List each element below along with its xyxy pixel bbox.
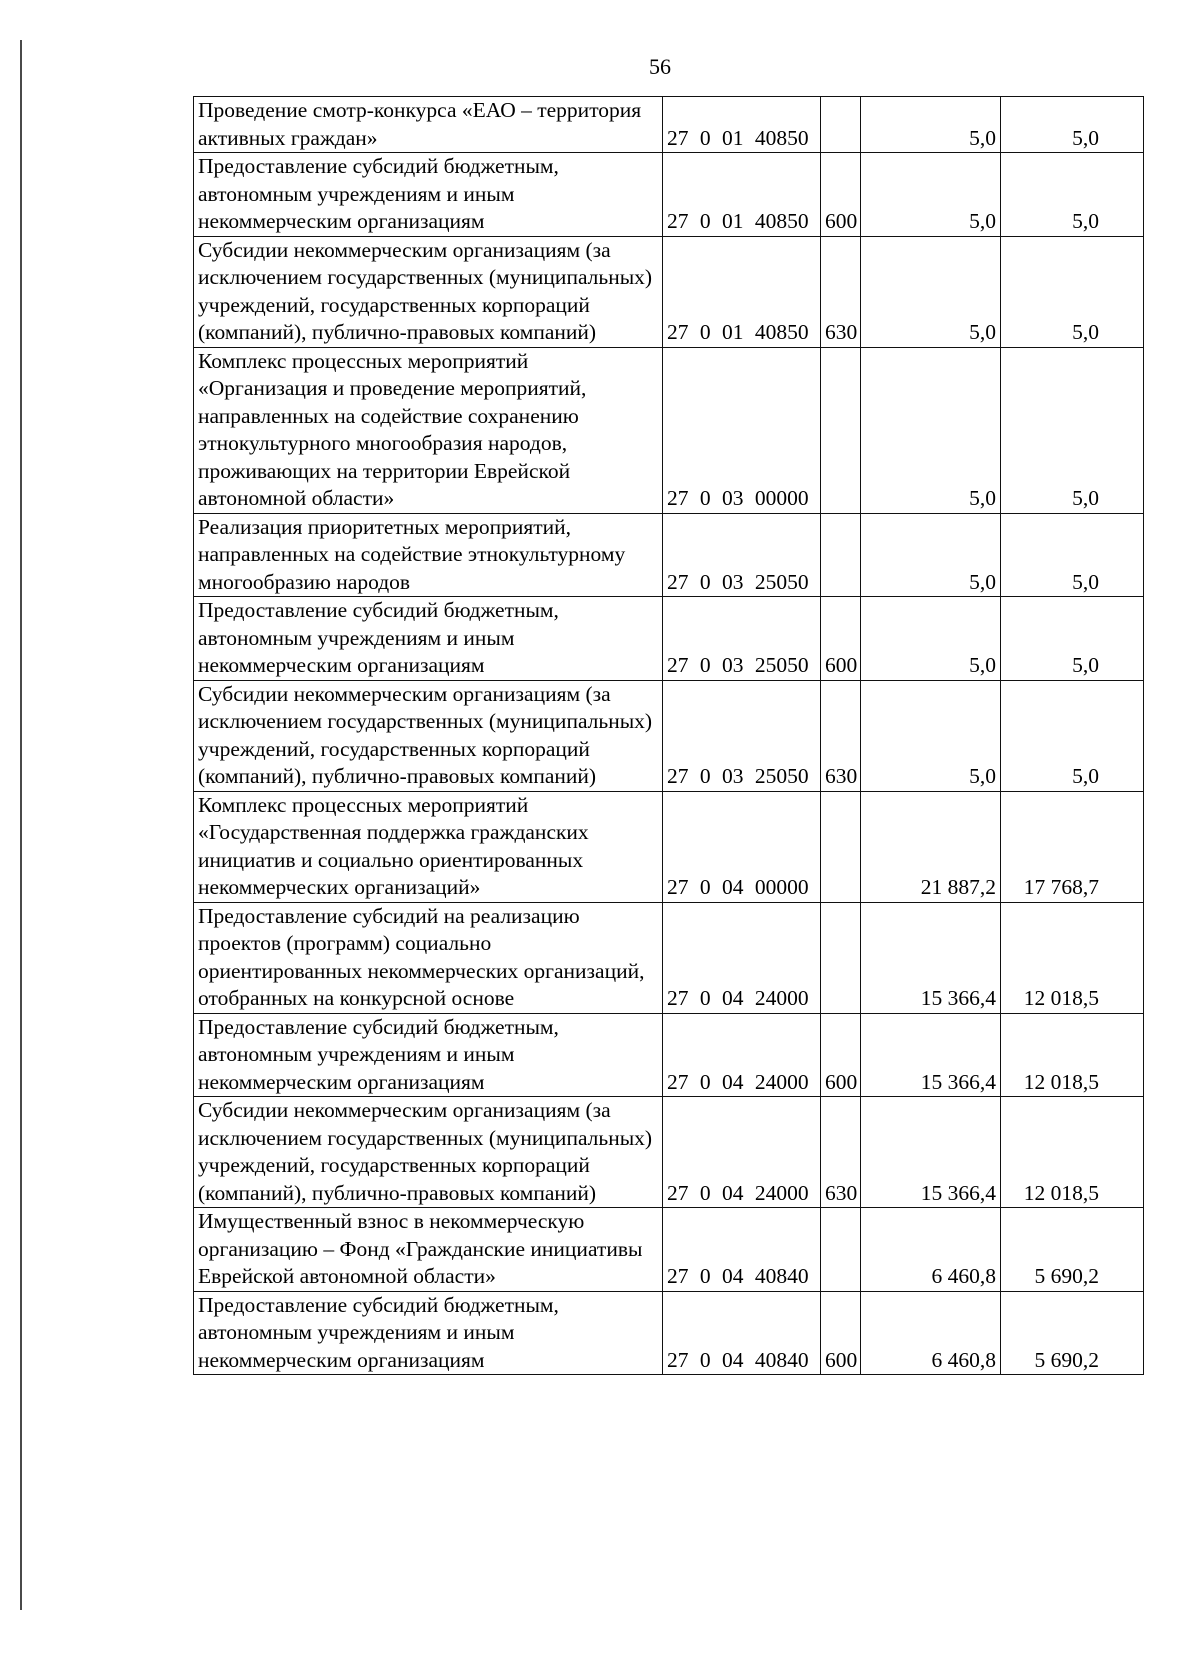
row-type <box>821 513 861 597</box>
row-type: 600 <box>821 153 861 237</box>
row-value-1: 5,0 <box>861 347 1001 513</box>
row-code: 27 0 01 40850 <box>663 153 821 237</box>
row-value-1: 15 366,4 <box>861 902 1001 1013</box>
table-row <box>194 791 1144 902</box>
row-name: Субсидии некоммерческим организациям (за исключением государственных (муниципальных) учреждений, государственных корпораций (компаний), публично-правовых компаний) <box>194 680 663 791</box>
row-value-1: 5,0 <box>861 597 1001 681</box>
table-row <box>194 902 1144 1013</box>
row-name: Предоставление субсидий на реализацию проектов (программ) социально ориентированных некоммерческих организаций, отобранных на конкурсной основе <box>194 902 663 1013</box>
row-value-1: 15 366,4 <box>861 1013 1001 1097</box>
row-type: 600 <box>821 1291 861 1375</box>
row-type <box>821 791 861 902</box>
row-value-2: 17 768,7 <box>1001 791 1144 902</box>
row-value-2: 12 018,5 <box>1001 902 1144 1013</box>
row-code: 27 0 04 24000 <box>663 902 821 1013</box>
row-value-1: 5,0 <box>861 97 1001 153</box>
row-value-2: 12 018,5 <box>1001 1013 1144 1097</box>
row-type: 630 <box>821 680 861 791</box>
row-code: 27 0 03 25050 <box>663 513 821 597</box>
row-value-2: 5,0 <box>1001 513 1144 597</box>
table-row <box>194 680 1144 791</box>
row-type <box>821 1208 861 1292</box>
budget-table <box>193 96 1144 1375</box>
row-value-2: 5 690,2 <box>1001 1291 1144 1375</box>
table-row <box>194 1291 1144 1375</box>
row-name: Предоставление субсидий бюджетным, автономным учреждениям и иным некоммерческим организациям <box>194 597 663 681</box>
row-value-1: 5,0 <box>861 236 1001 347</box>
row-value-2: 5,0 <box>1001 680 1144 791</box>
table-row <box>194 513 1144 597</box>
row-type <box>821 97 861 153</box>
row-value-2: 5,0 <box>1001 153 1144 237</box>
row-type <box>821 347 861 513</box>
row-code: 27 0 03 25050 <box>663 597 821 681</box>
row-name: Предоставление субсидий бюджетным, автономным учреждениям и иным некоммерческим организациям <box>194 1013 663 1097</box>
table-row <box>194 153 1144 237</box>
row-code: 27 0 04 40840 <box>663 1291 821 1375</box>
row-code: 27 0 04 24000 <box>663 1013 821 1097</box>
row-name: Предоставление субсидий бюджетным, автономным учреждениям и иным некоммерческим организациям <box>194 1291 663 1375</box>
row-code: 27 0 03 25050 <box>663 680 821 791</box>
row-name: Реализация приоритетных мероприятий, направленных на содействие этнокультурному многообразию народов <box>194 513 663 597</box>
row-name: Имущественный взнос в некоммерческую организацию – Фонд «Гражданские инициативы Еврейской автономной области» <box>194 1208 663 1292</box>
table-row <box>194 1013 1144 1097</box>
page-number: 56 <box>649 54 671 79</box>
row-code: 27 0 04 40840 <box>663 1208 821 1292</box>
table-row <box>194 1097 1144 1208</box>
row-code: 27 0 01 40850 <box>663 236 821 347</box>
row-value-1: 5,0 <box>861 513 1001 597</box>
row-type <box>821 902 861 1013</box>
table-row <box>194 97 1144 153</box>
row-value-1: 15 366,4 <box>861 1097 1001 1208</box>
row-value-2: 5,0 <box>1001 97 1144 153</box>
row-value-1: 5,0 <box>861 153 1001 237</box>
row-code: 27 0 04 24000 <box>663 1097 821 1208</box>
row-type: 600 <box>821 597 861 681</box>
scan-edge-line <box>20 40 22 1610</box>
table-row <box>194 1208 1144 1292</box>
row-name: Предоставление субсидий бюджетным, автономным учреждениям и иным некоммерческим организациям <box>194 153 663 237</box>
table-row <box>194 236 1144 347</box>
row-code: 27 0 03 00000 <box>663 347 821 513</box>
row-value-1: 6 460,8 <box>861 1208 1001 1292</box>
row-value-1: 5,0 <box>861 680 1001 791</box>
table-row <box>194 347 1144 513</box>
row-value-2: 5,0 <box>1001 597 1144 681</box>
row-value-2: 5 690,2 <box>1001 1208 1144 1292</box>
row-value-1: 21 887,2 <box>861 791 1001 902</box>
row-value-2: 5,0 <box>1001 347 1144 513</box>
row-code: 27 0 01 40850 <box>663 97 821 153</box>
row-name: Субсидии некоммерческим организациям (за исключением государственных (муниципальных) учреждений, государственных корпораций (компаний), публично-правовых компаний) <box>194 1097 663 1208</box>
row-value-2: 12 018,5 <box>1001 1097 1144 1208</box>
row-value-2: 5,0 <box>1001 236 1144 347</box>
row-type: 600 <box>821 1013 861 1097</box>
page-number-container <box>0 54 1200 80</box>
row-type: 630 <box>821 236 861 347</box>
row-name: Субсидии некоммерческим организациям (за исключением государственных (муниципальных) учреждений, государственных корпораций (компаний), публично-правовых компаний) <box>194 236 663 347</box>
row-code: 27 0 04 00000 <box>663 791 821 902</box>
row-name: Комплекс процессных мероприятий «Государственная поддержка гражданских инициатив и социально ориентированных некоммерческих организаций» <box>194 791 663 902</box>
row-name: Проведение смотр-конкурса «ЕАО – территория активных граждан» <box>194 97 663 153</box>
row-value-1: 6 460,8 <box>861 1291 1001 1375</box>
row-type: 630 <box>821 1097 861 1208</box>
table-row <box>194 597 1144 681</box>
row-name: Комплекс процессных мероприятий «Организация и проведение мероприятий, направленных на содействие сохранению этнокультурного многообразия народов, проживающих на территории Еврейской автономной области» <box>194 347 663 513</box>
